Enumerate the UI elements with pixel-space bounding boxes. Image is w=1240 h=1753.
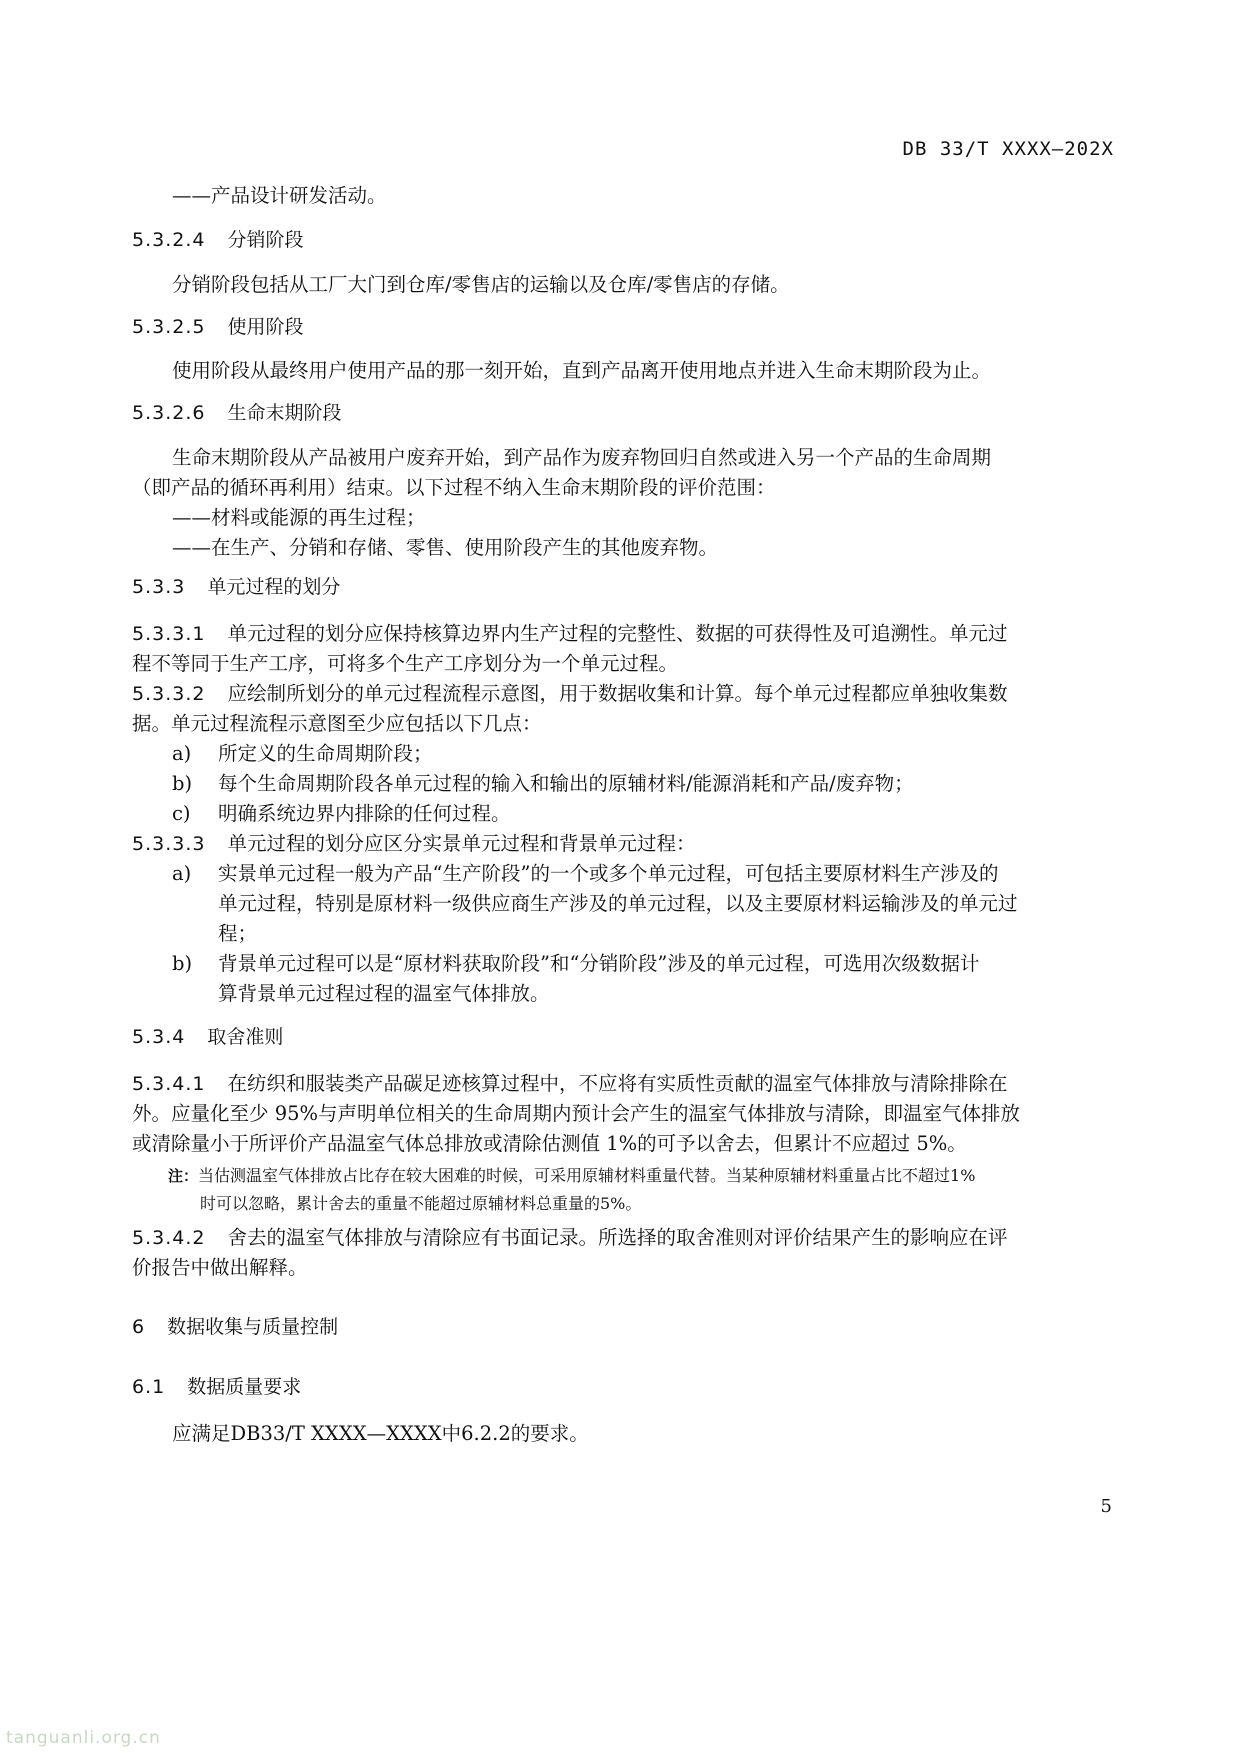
note [168, 1168, 975, 1184]
section-title: 数据质量要求 [187, 1376, 302, 1398]
clause-5-3-3-1 [132, 624, 1008, 644]
section-heading-5-3-2-6 [132, 404, 342, 423]
clause-number: 5.3.3.2 [132, 683, 206, 705]
section-number: 5.3.2.6 [132, 402, 206, 424]
clause-5-3-4-1 [132, 1074, 1008, 1094]
paragraph: 外。应量化至少 95%与声明单位相关的生命周期内预计会产生的温室气体排放与清除，即温室气体排放 [132, 1102, 1021, 1125]
chapter-heading-6 [132, 1318, 338, 1337]
list-item-text: 每个生命周期阶段各单元过程的输入和输出的原辅材料/能源消耗和产品/废弃物； [218, 772, 914, 795]
section-title: 取舍准则 [207, 1026, 284, 1048]
clause-5-3-3-3 [132, 834, 696, 854]
paragraph: 应满足DB33/T XXXX—XXXX中6.2.2的要求。 [172, 1422, 589, 1445]
clause-5-3-4-2 [132, 1228, 1008, 1248]
list-item [172, 864, 998, 884]
clause-5-3-3-2 [132, 684, 1008, 704]
list-dash-item: ——产品设计研发活动。 [172, 184, 387, 207]
list-item [172, 804, 511, 824]
clause-text: 单元过程的划分应保持核算边界内生产过程的完整性、数据的可获得性及可追溯性。单元过 [227, 622, 1008, 645]
list-marker: b) [172, 952, 193, 975]
standard-code-header: DB 33/T XXXX—202X [902, 138, 1114, 160]
section-heading-5-3-2-5 [132, 318, 304, 337]
list-dash-item: ——在生产、分销和存储、零售、使用阶段产生的其他废弃物。 [172, 536, 719, 559]
paragraph: 分销阶段包括从工厂大门到仓库/零售店的运输以及仓库/零售店的存储。 [172, 273, 790, 296]
paragraph: 使用阶段从最终用户使用产品的那一刻开始，直到产品离开使用地点并进入生命末期阶段为止。 [172, 359, 992, 382]
section-title: 单元过程的划分 [207, 576, 341, 598]
list-item-text: 背景单元过程可以是“原材料获取阶段”和“分销阶段”涉及的单元过程，可选用次级数据计 [218, 952, 980, 975]
list-marker: b) [172, 772, 193, 795]
section-heading-5-3-4 [132, 1028, 283, 1047]
list-item-text: 实景单元过程一般为产品“生产阶段”的一个或多个单元过程，可包括主要原材料生产涉及的 [218, 862, 999, 885]
list-item-text: 所定义的生命周期阶段； [218, 742, 433, 765]
clause-text: 应绘制所划分的单元过程流程示意图，用于数据收集和计算。每个单元过程都应单独收集数 [227, 682, 1008, 705]
section-number: 5.3.2.4 [132, 229, 206, 251]
list-item [172, 744, 433, 764]
list-marker: c) [172, 802, 191, 825]
note-label: 注： [168, 1167, 199, 1185]
list-dash-item: ——材料或能源的再生过程； [172, 506, 426, 529]
section-heading-5-3-3 [132, 578, 340, 597]
section-title: 数据收集与质量控制 [167, 1316, 339, 1338]
paragraph: （即产品的循环再利用）结束。以下过程不纳入生命末期阶段的评价范围： [132, 476, 776, 499]
clause-text: 舍去的温室气体排放与清除应有书面记录。所选择的取舍准则对评价结果产生的影响应在评 [227, 1226, 1008, 1249]
section-number: 5.3.4 [132, 1026, 186, 1048]
paragraph: 价报告中做出解释。 [132, 1256, 308, 1279]
section-heading-5-3-2-4 [132, 231, 304, 250]
section-number: 6 [132, 1316, 146, 1338]
watermark: tanguanli.org.cn [6, 1728, 161, 1748]
list-marker: a) [172, 862, 192, 885]
section-heading-6-1 [132, 1378, 301, 1397]
paragraph: 生命末期阶段从产品被用户废弃开始，到产品作为废弃物回归自然或进入另一个产品的生命周期 [172, 446, 992, 469]
clause-number: 5.3.4.1 [132, 1073, 206, 1095]
list-item-continuation: 算背景单元过程过程的温室气体排放。 [218, 982, 550, 1005]
paragraph: 或清除量小于所评价产品温室气体总排放或清除估测值 1%的可予以舍去，但累计不应超过 5%。 [132, 1132, 967, 1155]
note-continuation: 时可以忽略，累计舍去的重量不能超过原辅材料总重量的5%。 [200, 1194, 642, 1213]
list-item [172, 774, 914, 794]
note-text: 当估测温室气体排放占比存在较大困难的时候，可采用原辅材料重量代替。当某种原辅材料重量占比不超过1% [198, 1166, 976, 1185]
clause-number: 5.3.4.2 [132, 1227, 206, 1249]
paragraph: 据。单元过程流程示意图至少应包括以下几点： [132, 712, 542, 735]
section-number: 5.3.3 [132, 576, 186, 598]
list-marker: a) [172, 742, 192, 765]
list-item [172, 954, 979, 974]
section-title: 生命末期阶段 [227, 402, 342, 424]
list-item-text: 明确系统边界内排除的任何过程。 [218, 802, 511, 825]
list-item-continuation: 程； [218, 922, 258, 945]
section-number: 6.1 [132, 1376, 166, 1398]
section-title: 分销阶段 [227, 229, 304, 251]
clause-number: 5.3.3.3 [132, 833, 206, 855]
clause-text: 在纺织和服装类产品碳足迹核算过程中，不应将有实质性贡献的温室气体排放与清除排除在 [227, 1072, 1008, 1095]
section-title: 使用阶段 [227, 316, 304, 338]
clause-text: 单元过程的划分应区分实景单元过程和背景单元过程： [227, 832, 696, 855]
page-number: 5 [1100, 1496, 1112, 1517]
section-number: 5.3.2.5 [132, 316, 206, 338]
paragraph: 程不等同于生产工序，可将多个生产工序划分为一个单元过程。 [132, 652, 679, 675]
list-item-continuation: 单元过程，特别是原材料一级供应商生产涉及的单元过程，以及主要原材料运输涉及的单元过 [218, 892, 1018, 915]
clause-number: 5.3.3.1 [132, 623, 206, 645]
